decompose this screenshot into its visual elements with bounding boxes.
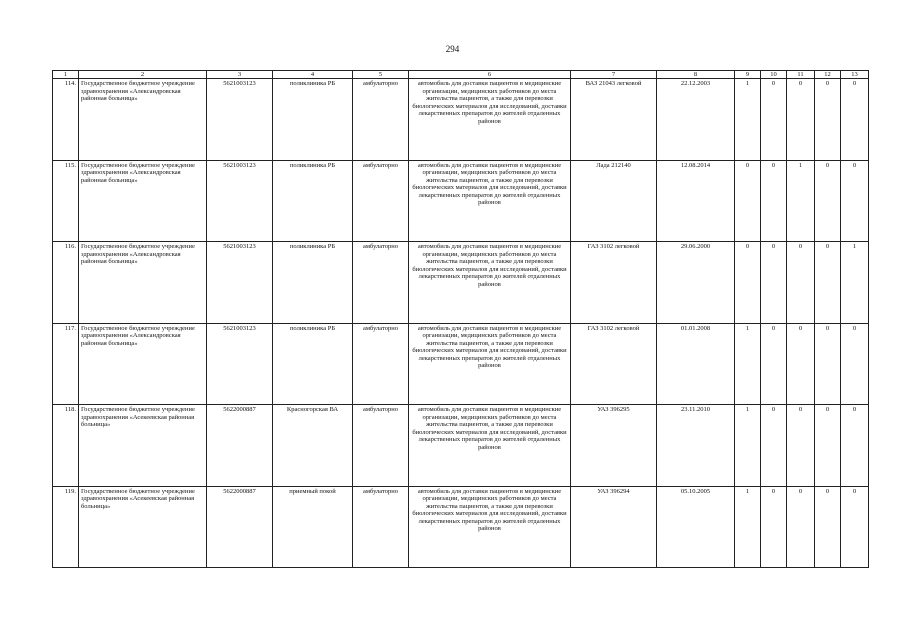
inn-code: 5621003123: [207, 323, 273, 405]
value-cell: 0: [735, 242, 761, 324]
organization-name: Государственное бюджетное учреждение здравоохранения «Александровская районная больница»: [79, 79, 207, 161]
value-cell: 0: [761, 242, 787, 324]
care-type: амбулаторно: [353, 242, 409, 324]
inn-code: 5621003123: [207, 160, 273, 242]
table-row: [53, 405, 869, 487]
value-cell: 0: [787, 242, 815, 324]
value-cell: 0: [815, 323, 841, 405]
registration-date: 12.08.2014: [657, 160, 735, 242]
column-header: 6: [409, 71, 571, 79]
inn-code: 5621003123: [207, 242, 273, 324]
registration-date: 29.06.2000: [657, 242, 735, 324]
registration-date: 05.10.2005: [657, 486, 735, 568]
value-cell: 0: [761, 486, 787, 568]
column-header: 3: [207, 71, 273, 79]
column-header: 7: [571, 71, 657, 79]
column-number-row: [53, 71, 869, 79]
value-cell: 0: [761, 79, 787, 161]
table-row: [53, 79, 869, 161]
care-type: амбулаторно: [353, 323, 409, 405]
value-cell: 1: [735, 405, 761, 487]
care-type: амбулаторно: [353, 486, 409, 568]
table-row: [53, 486, 869, 568]
unit-name: приемный покой: [273, 486, 353, 568]
vehicle-purpose: автомобиль для доставки пациентов в медицинские организации, медицинских работников до места жительства пациентов, а также для перевозки биологических материалов для исследований, доставки лекарственных препаратов до жителей отдаленных районов: [409, 160, 571, 242]
organization-name: Государственное бюджетное учреждение здравоохранения «Александровская районная больница»: [79, 323, 207, 405]
care-type: амбулаторно: [353, 79, 409, 161]
column-header: 1: [53, 71, 79, 79]
value-cell: 0: [841, 486, 869, 568]
row-number: 116.: [53, 242, 79, 324]
value-cell: 1: [787, 160, 815, 242]
registration-date: 23.11.2010: [657, 405, 735, 487]
inn-code: 5622000887: [207, 405, 273, 487]
table-row: [53, 242, 869, 324]
value-cell: 1: [735, 79, 761, 161]
value-cell: 0: [815, 405, 841, 487]
value-cell: 1: [735, 486, 761, 568]
column-header: 8: [657, 71, 735, 79]
vehicle-model: Лада 212140: [571, 160, 657, 242]
value-cell: 0: [761, 160, 787, 242]
vehicle-model: УАЗ 396295: [571, 405, 657, 487]
column-header: 5: [353, 71, 409, 79]
vehicle-purpose: автомобиль для доставки пациентов в медицинские организации, медицинских работников до места жительства пациентов, а также для перевозки биологических материалов для исследований, доставки лекарственных препаратов до жителей отдаленных районов: [409, 242, 571, 324]
organization-name: Государственное бюджетное учреждение здравоохранения «Асекеевская районная больница»: [79, 486, 207, 568]
column-header: 13: [841, 71, 869, 79]
vehicle-register-table: [52, 70, 869, 568]
inn-code: 5621003123: [207, 79, 273, 161]
value-cell: 0: [787, 486, 815, 568]
value-cell: 0: [761, 323, 787, 405]
organization-name: Государственное бюджетное учреждение здравоохранения «Александровская районная больница»: [79, 160, 207, 242]
registration-date: 22.12.2003: [657, 79, 735, 161]
value-cell: 0: [841, 79, 869, 161]
page-number: 294: [445, 44, 460, 54]
unit-name: поликлиника РБ: [273, 160, 353, 242]
value-cell: 0: [787, 405, 815, 487]
column-header: 9: [735, 71, 761, 79]
vehicle-purpose: автомобиль для доставки пациентов в медицинские организации, медицинских работников до места жительства пациентов, а также для перевозки биологических материалов для исследований, доставки лекарственных препаратов до жителей отдаленных районов: [409, 323, 571, 405]
row-number: 117.: [53, 323, 79, 405]
table-row: [53, 323, 869, 405]
value-cell: 0: [761, 405, 787, 487]
column-header: 11: [787, 71, 815, 79]
organization-name: Государственное бюджетное учреждение здравоохранения «Александровская районная больница»: [79, 242, 207, 324]
table-row: [53, 160, 869, 242]
column-header: 12: [815, 71, 841, 79]
value-cell: 0: [815, 242, 841, 324]
unit-name: Красногорская ВА: [273, 405, 353, 487]
value-cell: 1: [735, 323, 761, 405]
vehicle-model: ГАЗ 3102 легковой: [571, 323, 657, 405]
column-header: 4: [273, 71, 353, 79]
unit-name: поликлиника РБ: [273, 323, 353, 405]
vehicle-model: УАЗ 396294: [571, 486, 657, 568]
vehicle-model: ГАЗ 3102 легковой: [571, 242, 657, 324]
column-header: 10: [761, 71, 787, 79]
value-cell: 0: [815, 486, 841, 568]
care-type: амбулаторно: [353, 160, 409, 242]
value-cell: 0: [735, 160, 761, 242]
value-cell: 0: [841, 405, 869, 487]
row-number: 115.: [53, 160, 79, 242]
inn-code: 5622000887: [207, 486, 273, 568]
registration-date: 01.01.2008: [657, 323, 735, 405]
vehicle-purpose: автомобиль для доставки пациентов в медицинские организации, медицинских работников до места жительства пациентов, а также для перевозки биологических материалов для исследований, доставки лекарственных препаратов до жителей отдаленных районов: [409, 486, 571, 568]
unit-name: поликлиника РБ: [273, 242, 353, 324]
column-header: 2: [79, 71, 207, 79]
care-type: амбулаторно: [353, 405, 409, 487]
row-number: 118.: [53, 405, 79, 487]
organization-name: Государственное бюджетное учреждение здравоохранения «Асекеевская районная больница»: [79, 405, 207, 487]
vehicle-purpose: автомобиль для доставки пациентов в медицинские организации, медицинских работников до места жительства пациентов, а также для перевозки биологических материалов для исследований, доставки лекарственных препаратов до жителей отдаленных районов: [409, 405, 571, 487]
value-cell: 0: [841, 323, 869, 405]
unit-name: поликлиника РБ: [273, 79, 353, 161]
value-cell: 0: [815, 160, 841, 242]
row-number: 119.: [53, 486, 79, 568]
value-cell: 1: [841, 242, 869, 324]
vehicle-purpose: автомобиль для доставки пациентов в медицинские организации, медицинских работников до места жительства пациентов, а также для перевозки биологических материалов для исследований, доставки лекарственных препаратов до жителей отдаленных районов: [409, 79, 571, 161]
value-cell: 0: [841, 160, 869, 242]
row-number: 114.: [53, 79, 79, 161]
vehicle-model: ВАЗ 21043 легковой: [571, 79, 657, 161]
value-cell: 0: [787, 323, 815, 405]
value-cell: 0: [787, 79, 815, 161]
value-cell: 0: [815, 79, 841, 161]
